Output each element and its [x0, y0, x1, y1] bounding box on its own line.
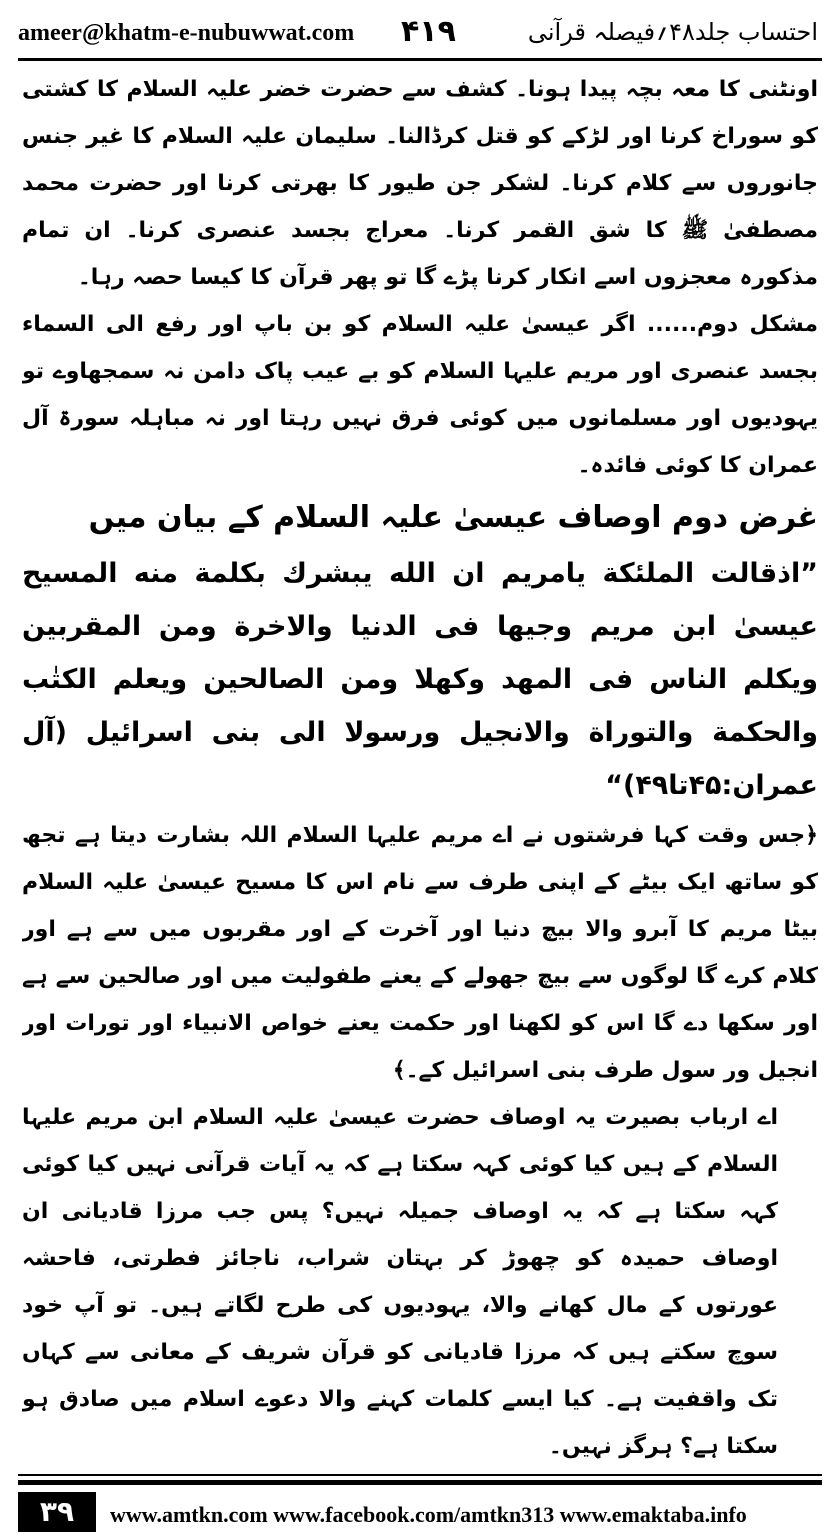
header-rule: [18, 58, 822, 61]
header-title: احتساب جلد۴۸؍فیصلہ قرآنی: [527, 18, 818, 46]
header-email: ameer@khatm-e-nubuwwat.com: [18, 20, 355, 46]
paragraph-insight: اے ارباب بصیرت یہ اوصاف حضرت عیسیٰ علیہ السلام ابن مریم علیہا السلام کے ہیں کیا کوئی کہہ سکتا ہے کہ یہ آیات قرآنی نہیں کیا کوئی کہہ سکتا ہے کہ یہ اوصاف جمیلہ نہیں؟ پس جب مرزا قادیانی ان اوصاف حمیدہ کو چھوڑ کر بہتان شراب، ناجائز فطرتی، فاحشہ عورتوں کے مال کھانے والا، یہودیوں کی طرح لگاتے ہیں۔ تو آپ خود سوچ سکتے ہیں کہ مرزا قادیانی کو قرآن شریف کے معانی سے کہاں تک واقفیت ہے۔ کیا ایسے کلمات کہنے والا دعوے اسلام میں صادق ہو سکتا ہے؟ ہرگز نہیں۔: [22, 1105, 778, 1459]
quran-verse-1: [22, 547, 818, 812]
paragraph-translation: ﴿جس وقت کہا فرشتوں نے اے مریم علیہا السلام اللہ بشارت دیتا ہے تجھ کو ساتھ ایک بیٹے کے اپنی طرف سے نام اس کا مسیح عیسیٰ علیہ السلام بیٹا مریم کا آبرو والا بیچ دنیا اور آخرت کے اور مقربوں میں سے ہے اور کلام کرے گا لوگوں سے بیچ جھولے کے یعنے طفولیت میں اور صالحین سے ہے اور سکھا دے گا اس کو لکھنا اور حکمت یعنے خواص الانبیاء اور تورات اور انجیل ور سول طرف بنی اسرائیل کے۔﴾: [22, 823, 818, 1083]
page-body: [22, 66, 818, 1466]
section-heading-attributes: غرض دوم اوصاف عیسیٰ علیہ السلام کے بیان میں: [88, 500, 818, 535]
footer-rule-thick: [18, 1480, 822, 1485]
footer-page-number: ۳۹: [18, 1492, 96, 1532]
header-page-number: ۴۱۹: [401, 14, 456, 49]
page-header: [18, 12, 822, 56]
footer-rule-thin: [18, 1474, 822, 1476]
quran-verse-1-reference: (آل عمران:۴۵تا۴۹)“: [22, 717, 818, 801]
page-footer: [18, 1492, 822, 1532]
paragraph-second-difficulty: مشکل دوم...... اگر عیسیٰ علیہ السلام کو بن باپ اور رفع الی السماء بجسد عنصری اور مریم علیہا السلام کو بے عیب پاک دامن نہ سمجھاوے تو یہودیوں اور مسلمانوں میں کوئی فرق نہیں رہتا اور نہ مباہلہ سورۃ آل عمران کا کوئی فائدہ۔: [22, 312, 818, 478]
paragraph-miracles: اونٹنی کا معہ بچہ پیدا ہونا۔ کشف سے حضرت خضر علیہ السلام کا کشتی کو سوراخ کرنا اور لڑکے کو قتل کرڈالنا۔ سلیمان علیہ السلام کا غیر جنس جانوروں سے کلام کرنا۔ لشکر جن طیور کا بھرتی کرنا اور حضرت محمد مصطفیٰ ﷺ کا شق القمر کرنا۔ معراج بجسد عنصری کرنا۔ ان تمام مذکورہ معجزوں اسے انکار کرنا پڑے گا تو پھر قرآن کا کیسا حصہ رہا۔: [22, 77, 818, 290]
quran-verse-1-text: ”اذقالت الملئكة يامريم ان الله يبشرك بكلمة منه المسيح عيسىٰ ابن مريم وجيها فى الدنيا والاخرة ومن المقربين ويكلم الناس فى المهد وكهلا ومن الصالحين ويعلم الكتٰب والحكمة والتوراة والانجيل ورسولا الى بنى اسرائيل: [22, 558, 818, 748]
footer-links: www.amtkn.com www.facebook.com/amtkn313 www.emaktaba.info: [110, 1502, 747, 1527]
